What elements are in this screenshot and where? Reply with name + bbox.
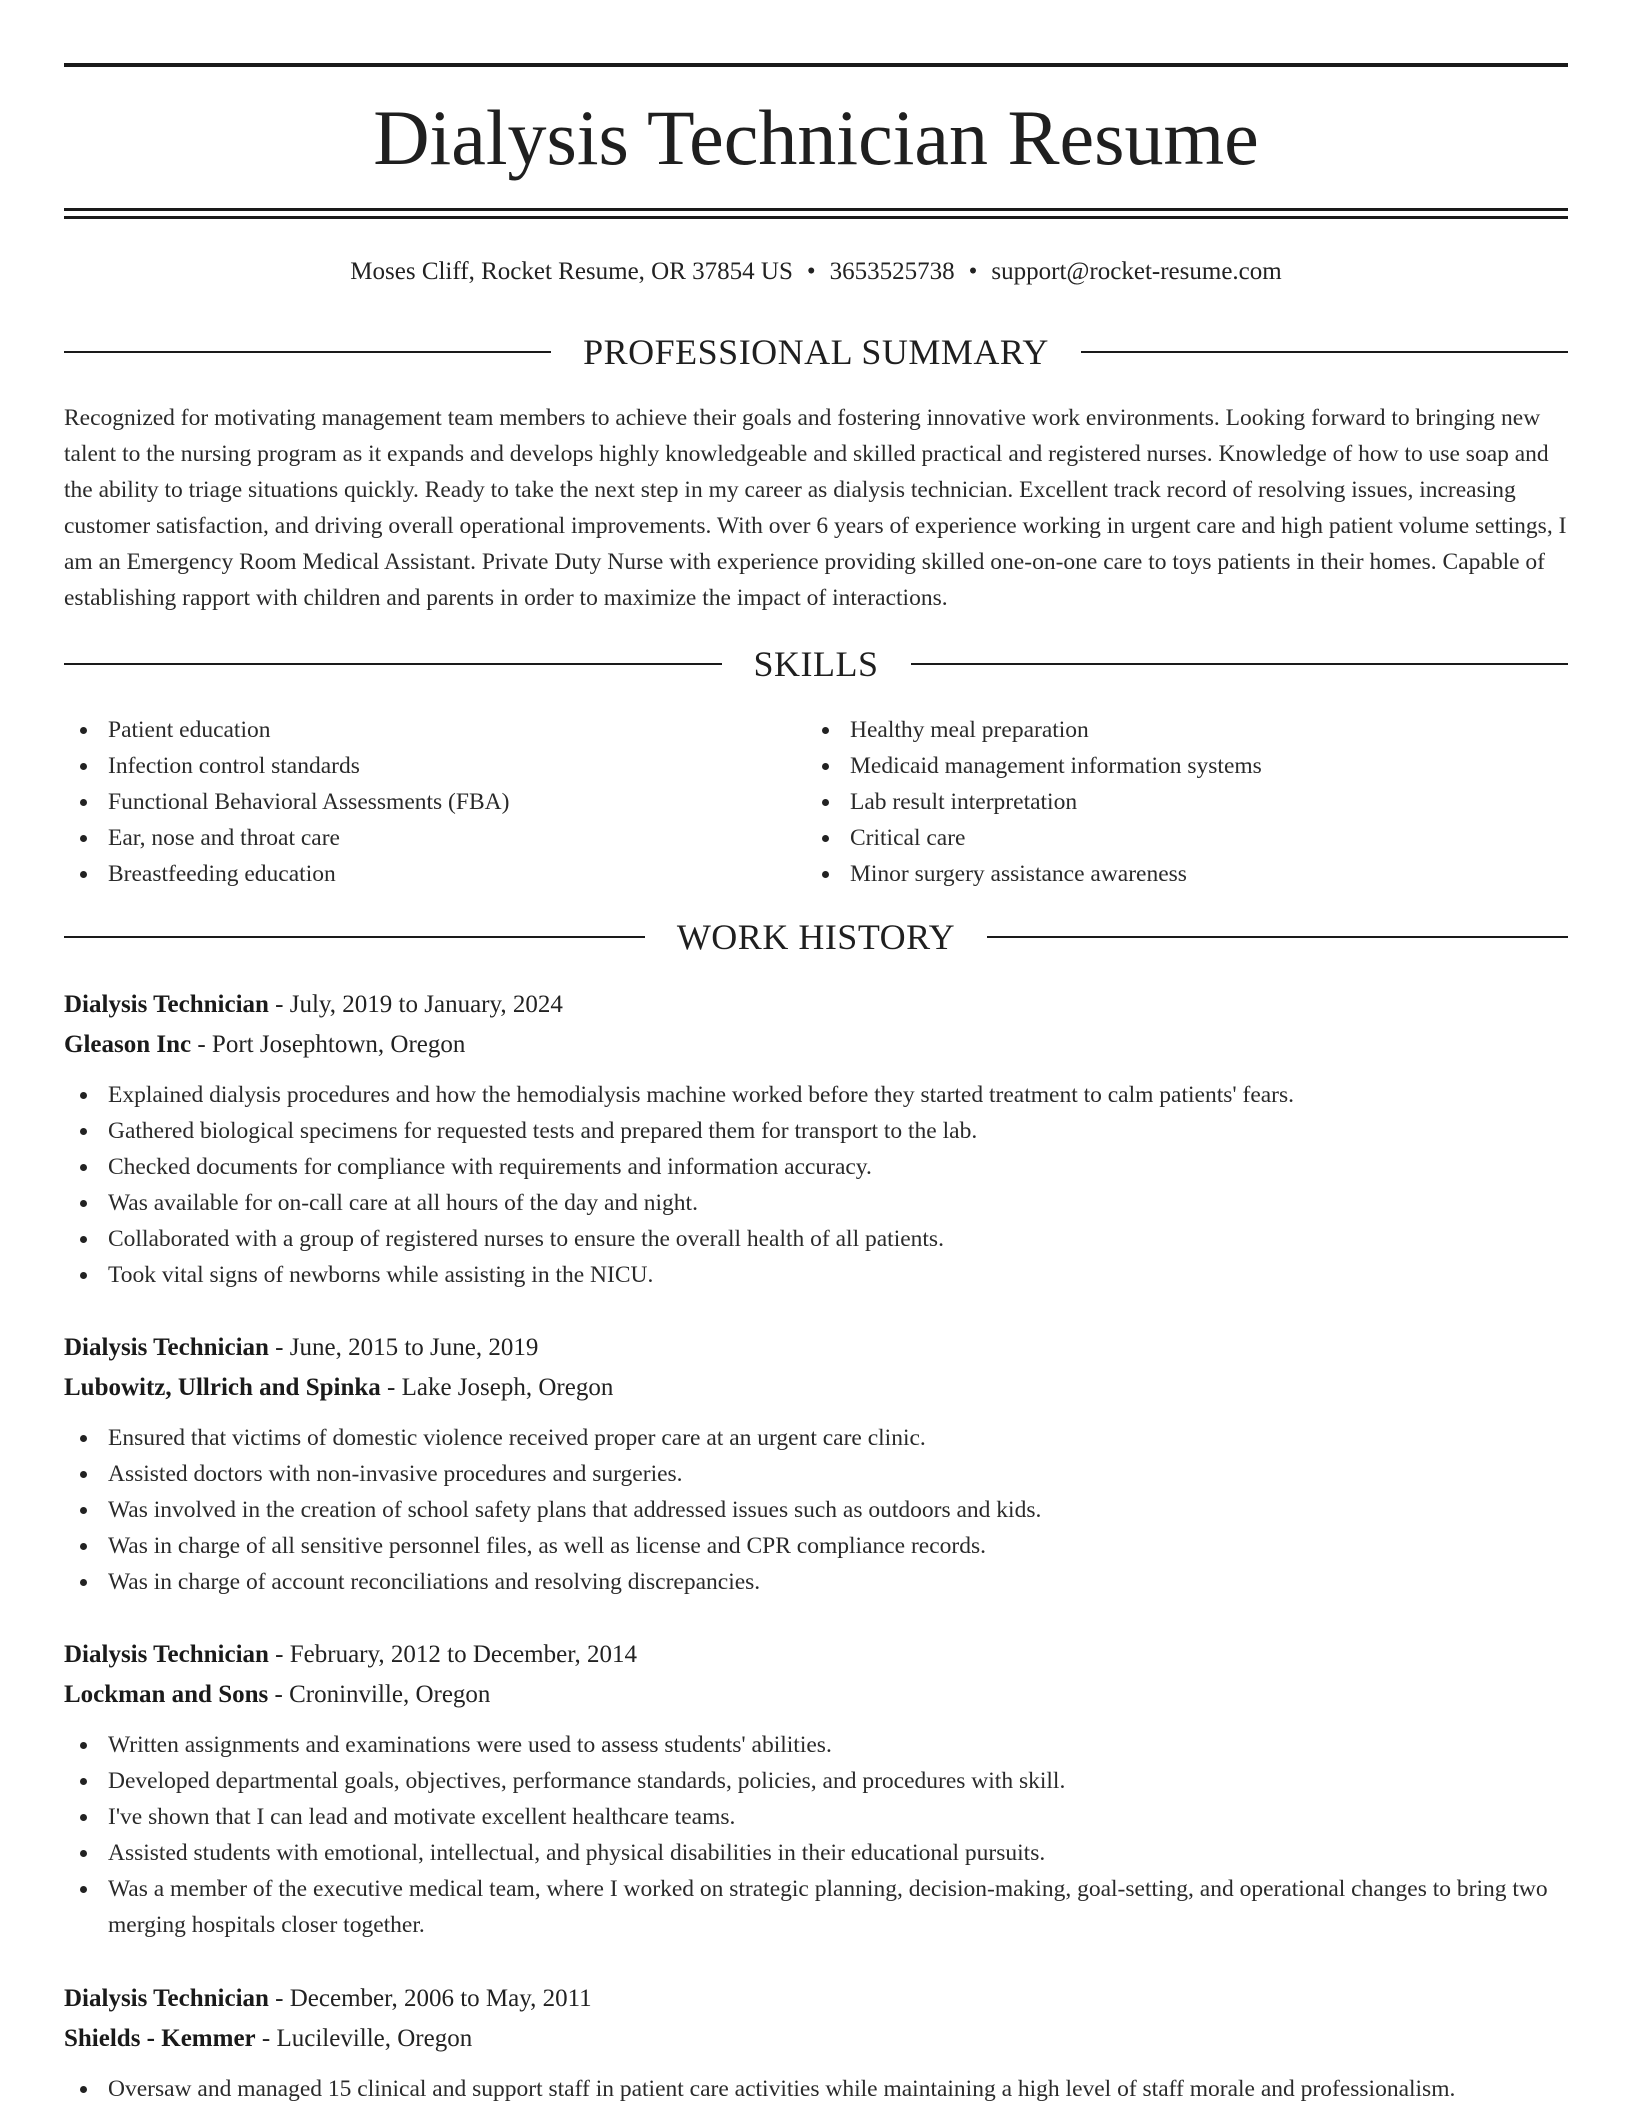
skills-list-left [64, 712, 804, 892]
heading-rule-right [1081, 351, 1568, 353]
job-entry [64, 1328, 1568, 1600]
job-entry [64, 1635, 1568, 1943]
job-duty: Explained dialysis procedures and how the hemodialysis machine worked before they started treatment to calm patients' fears. [64, 1077, 1568, 1113]
skills-column-right [806, 712, 1566, 892]
job-dates: - July, 2019 to January, 2024 [268, 991, 563, 1018]
job-company: Lubowitz, Ullrich and Spinka [64, 1374, 381, 1401]
job-duty: Gathered biological specimens for requested tests and prepared them for transport to the lab. [64, 1113, 1568, 1149]
resume-title: Dialysis Technician Resume [373, 94, 1259, 181]
job-title: Dialysis Technician [64, 1641, 269, 1668]
heading-rule-right [911, 663, 1569, 665]
job-title: Dialysis Technician [64, 991, 269, 1018]
skill-item: Ear, nose and throat care [64, 820, 804, 856]
job-location: - Croninville, Oregon [268, 1681, 491, 1708]
job-company: Shields - Kemmer [64, 2025, 256, 2052]
work-section-heading [64, 915, 1568, 959]
job-duty: Developed departmental goals, objectives, performance standards, policies, and procedures with skill. [64, 1763, 1568, 1799]
skill-item: Infection control standards [64, 748, 804, 784]
job-duty: I've shown that I can lead and motivate excellent healthcare teams. [64, 1799, 1568, 1835]
job-duty: Written assignments and examinations were used to assess students' abilities. [64, 1727, 1568, 1763]
job-duty: Assisted doctors with non-invasive procedures and surgeries. [64, 1456, 1568, 1492]
skill-item: Lab result interpretation [806, 784, 1566, 820]
job-duty: Was available for on-call care at all hours of the day and night. [64, 1185, 1568, 1221]
job-company: Lockman and Sons [64, 1681, 269, 1708]
job-company-line [64, 1025, 1568, 1065]
job-duties-list [64, 2071, 1568, 2107]
job-dates: - December, 2006 to May, 2011 [268, 1985, 592, 2012]
job-location: - Lucileville, Oregon [255, 2025, 473, 2052]
job-title-line [64, 1979, 1568, 2019]
job-duty: Was a member of the executive medical team, where I worked on strategic planning, decision-making, goal-setting, and operational changes to bring two merging hospitals closer together. [64, 1871, 1568, 1943]
summary-text: Recognized for motivating management team members to achieve their goals and fostering innovative work environments. Looking forward to bringing new talent to the nursing program as it expands and develops highly knowledgeable and skilled practical and registered nurses. Knowledge of how to use soap and the ability to triage situations quickly. Ready to take the next step in my career as dialysis technician. Excellent track record of resolving issues, increasing customer satisfaction, and driving overall operational improvements. With over 6 years of experience working in urgent care and high patient volume settings, I am an Emergency Room Medical Assistant. Private Duty Nurse with experience providing skilled one-on-one care to toys patients in their homes. Capable of establishing rapport with children and parents in order to maximize the impact of interactions. [64, 405, 1567, 611]
contact-separator: • [968, 258, 978, 285]
skill-item: Medicaid management information systems [806, 748, 1566, 784]
job-duty: Took vital signs of newborns while assisting in the NICU. [64, 1257, 1568, 1293]
section-title: PROFESSIONAL SUMMARY [583, 332, 1049, 372]
skill-item: Breastfeeding education [64, 856, 804, 892]
skill-item: Patient education [64, 712, 804, 748]
job-title-line [64, 1328, 1568, 1368]
skill-item: Healthy meal preparation [806, 712, 1566, 748]
skill-item: Minor surgery assistance awareness [806, 856, 1566, 892]
job-company-line [64, 1675, 1568, 1715]
job-duty: Was involved in the creation of school safety plans that addressed issues such as outdoors and kids. [64, 1492, 1568, 1528]
job-duty: Checked documents for compliance with requirements and information accuracy. [64, 1149, 1568, 1185]
job-duties-list [64, 1420, 1568, 1600]
section-title: SKILLS [753, 644, 879, 684]
job-duty: Assisted students with emotional, intellectual, and physical disabilities in their educational pursuits. [64, 1835, 1568, 1871]
job-dates: - June, 2015 to June, 2019 [268, 1334, 539, 1361]
skill-item: Critical care [806, 820, 1566, 856]
job-duties-list [64, 1727, 1568, 1943]
contact-line [64, 254, 1568, 290]
job-dates: - February, 2012 to December, 2014 [268, 1641, 638, 1668]
heading-rule-left [64, 936, 645, 938]
job-company: Gleason Inc [64, 1031, 192, 1058]
job-location: - Lake Joseph, Oregon [380, 1374, 614, 1401]
heading-rule-left [64, 663, 722, 665]
job-title: Dialysis Technician [64, 1985, 269, 2012]
job-duties-list [64, 1077, 1568, 1293]
summary-section-heading [64, 330, 1568, 374]
job-duty: Ensured that victims of domestic violence received proper care at an urgent care clinic. [64, 1420, 1568, 1456]
job-duty: Was in charge of all sensitive personnel files, as well as license and CPR compliance records. [64, 1528, 1568, 1564]
title-rule-lower [64, 216, 1568, 219]
skills-column-left [64, 712, 804, 892]
job-location: - Port Josephtown, Oregon [191, 1031, 466, 1058]
contact-phone: 3653525738 [829, 258, 955, 285]
heading-rule-right [987, 936, 1568, 938]
job-entry [64, 1979, 1568, 2107]
skill-item: Functional Behavioral Assessments (FBA) [64, 784, 804, 820]
job-company-line [64, 2019, 1568, 2059]
job-company-line [64, 1368, 1568, 1408]
job-title-line [64, 985, 1568, 1025]
title-rule-upper [64, 208, 1568, 211]
section-title: WORK HISTORY [676, 917, 956, 957]
top-rule [64, 63, 1568, 67]
job-duty: Oversaw and managed 15 clinical and support staff in patient care activities while maintaining a high level of staff morale and professionalism. [64, 2071, 1568, 2107]
skills-section-heading [64, 642, 1568, 686]
heading-rule-left [64, 351, 551, 353]
job-title: Dialysis Technician [64, 1334, 269, 1361]
job-duty: Was in charge of account reconciliations and resolving discrepancies. [64, 1564, 1568, 1600]
contact-separator: • [806, 258, 816, 285]
skills-list-right [806, 712, 1566, 892]
job-entry [64, 985, 1568, 1293]
contact-address: Moses Cliff, Rocket Resume, OR 37854 US [350, 258, 793, 285]
contact-email: support@rocket-resume.com [991, 258, 1282, 285]
job-duty: Collaborated with a group of registered nurses to ensure the overall health of all patients. [64, 1221, 1568, 1257]
job-title-line [64, 1635, 1568, 1675]
